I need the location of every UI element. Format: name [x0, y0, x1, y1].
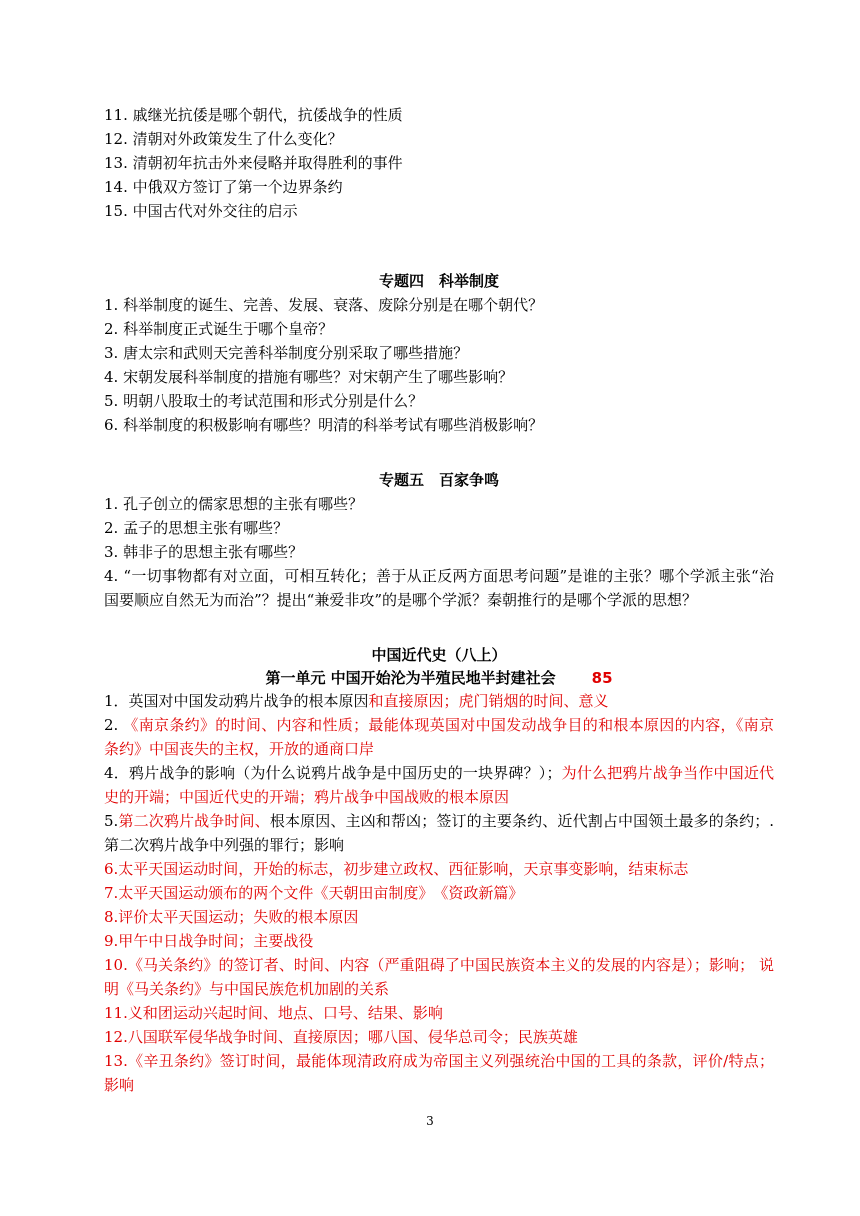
spacer	[104, 612, 774, 643]
list-item: 6.太平天国运动时间，开始的标志，初步建立政权、西征影响，天京事变影响，结束标志	[104, 860, 689, 878]
question-list-top	[104, 103, 774, 223]
list-item: 13. 清朝初年抗击外来侵略并取得胜利的事件	[104, 154, 403, 172]
spacer	[104, 223, 774, 269]
unit-title-text: 第一单元 中国开始沦为半殖民地半封建社会	[265, 669, 556, 687]
item-text: 5.	[104, 812, 119, 830]
list-item: 15. 中国古代对外交往的启示	[104, 202, 298, 220]
list-item: 12. 清朝对外政策发生了什么变化？	[104, 130, 343, 148]
list-item: 4. “一切事物都有对立面，可相互转化；善于从正反两方面思考问题”是谁的主张？哪个学派主张“治国要顺应自然无为而治”？提出“兼爱非攻”的是哪个学派？秦朝推行的是哪个学派的思想？	[104, 567, 774, 609]
list-item: 4. 宋朝发展科举制度的措施有哪些？对宋朝产生了哪些影响？	[104, 368, 514, 386]
list-item: 5. 明朝八股取士的考试范围和形式分别是什么？	[104, 392, 424, 410]
item-text-highlight: 《南京条约》的时间、内容和性质；最能体现英国对中国发动战争目的和根本原因的内容，《南京条约》中国丧失的主权，开放的通商口岸	[104, 716, 774, 758]
question-list-hundred-schools	[104, 492, 774, 612]
item-text: 1．英国对中国发动鸦片战争的根本原因	[104, 692, 369, 710]
list-item: 2. 孟子的思想主张有哪些？	[104, 519, 289, 537]
list-item: 11.义和团运动兴起时间、地点、口号、结果、影响	[104, 1004, 443, 1022]
list-item	[104, 689, 774, 713]
item-text: 根本原因、主凶和帮凶；签订的主要条约、近代割占中国领土最多的条约；.第二次鸦片战争中列强的罪行；影响	[104, 812, 774, 854]
section-heading-hundred-schools: 专题五 百家争鸣	[378, 471, 499, 489]
question-list-imperial-exam	[104, 293, 774, 437]
list-item: 9.甲午中日战争时间；主要战役	[104, 932, 314, 950]
list-item: 3. 韩非子的思想主张有哪些？	[104, 543, 304, 561]
item-text: 2.	[104, 716, 124, 734]
list-item: 3. 唐太宗和武则天完善科举制度分别采取了哪些措施？	[104, 344, 469, 362]
list-item: 13.《辛丑条约》签订时间，最能体现清政府成为帝国主义列强统治中国的工具的条款，评价/特点；影响	[104, 1052, 774, 1094]
list-item: 8.评价太平天国运动；失败的根本原因	[104, 908, 359, 926]
list-item: 1. 孔子创立的儒家思想的主张有哪些？	[104, 495, 364, 513]
modern-history-heading: 中国近代史（八上）	[371, 646, 507, 664]
list-item: 14. 中俄双方签订了第一个边界条约	[104, 178, 343, 196]
list-item: 10.《马关条约》的签订者、时间、内容（严重阻碍了中国民族资本主义的发展的内容是）；影响； 说明《马关条约》与中国民族危机加剧的关系	[104, 956, 774, 998]
item-text-highlight: 第二次鸦片战争时间、	[118, 812, 270, 830]
item-text: 4．鸦片战争的影响（为什么说鸦片战争是中国历史的一块界碑？）；	[104, 764, 562, 782]
unit-heading	[104, 667, 774, 689]
unit-number: 85	[591, 669, 613, 687]
question-list-modern	[104, 689, 774, 1097]
list-item: 12.八国联军侵华战争时间、直接原因；哪八国、侵华总司令；民族英雄	[104, 1028, 578, 1046]
list-item: 7.太平天国运动颁布的两个文件《天朝田亩制度》 《资政新篇》	[104, 884, 524, 902]
list-item: 11. 戚继光抗倭是哪个朝代，抗倭战争的性质	[104, 106, 403, 124]
list-item: 6. 科举制度的积极影响有哪些？明清的科举考试有哪些消极影响？	[104, 416, 544, 434]
section-heading-imperial-exam: 专题四 科举制度	[378, 272, 499, 290]
list-item	[104, 761, 774, 809]
list-item: 1. 科举制度的诞生、完善、发展、衰落、废除分别是在哪个朝代？	[104, 296, 544, 314]
spacer	[104, 437, 774, 468]
page-content	[104, 103, 774, 1097]
list-item	[104, 713, 774, 761]
page-number: 3	[426, 1114, 434, 1128]
item-text-highlight: 为什么把鸦片战争当作中国近代史的开端；中国近代史的开端；鸦片战争中国战败的根本原因	[104, 764, 774, 806]
list-item: 2. 科举制度正式诞生于哪个皇帝？	[104, 320, 334, 338]
item-text-highlight: 和直接原因；虎门销烟的时间、意义	[368, 692, 609, 710]
list-item	[104, 809, 774, 857]
